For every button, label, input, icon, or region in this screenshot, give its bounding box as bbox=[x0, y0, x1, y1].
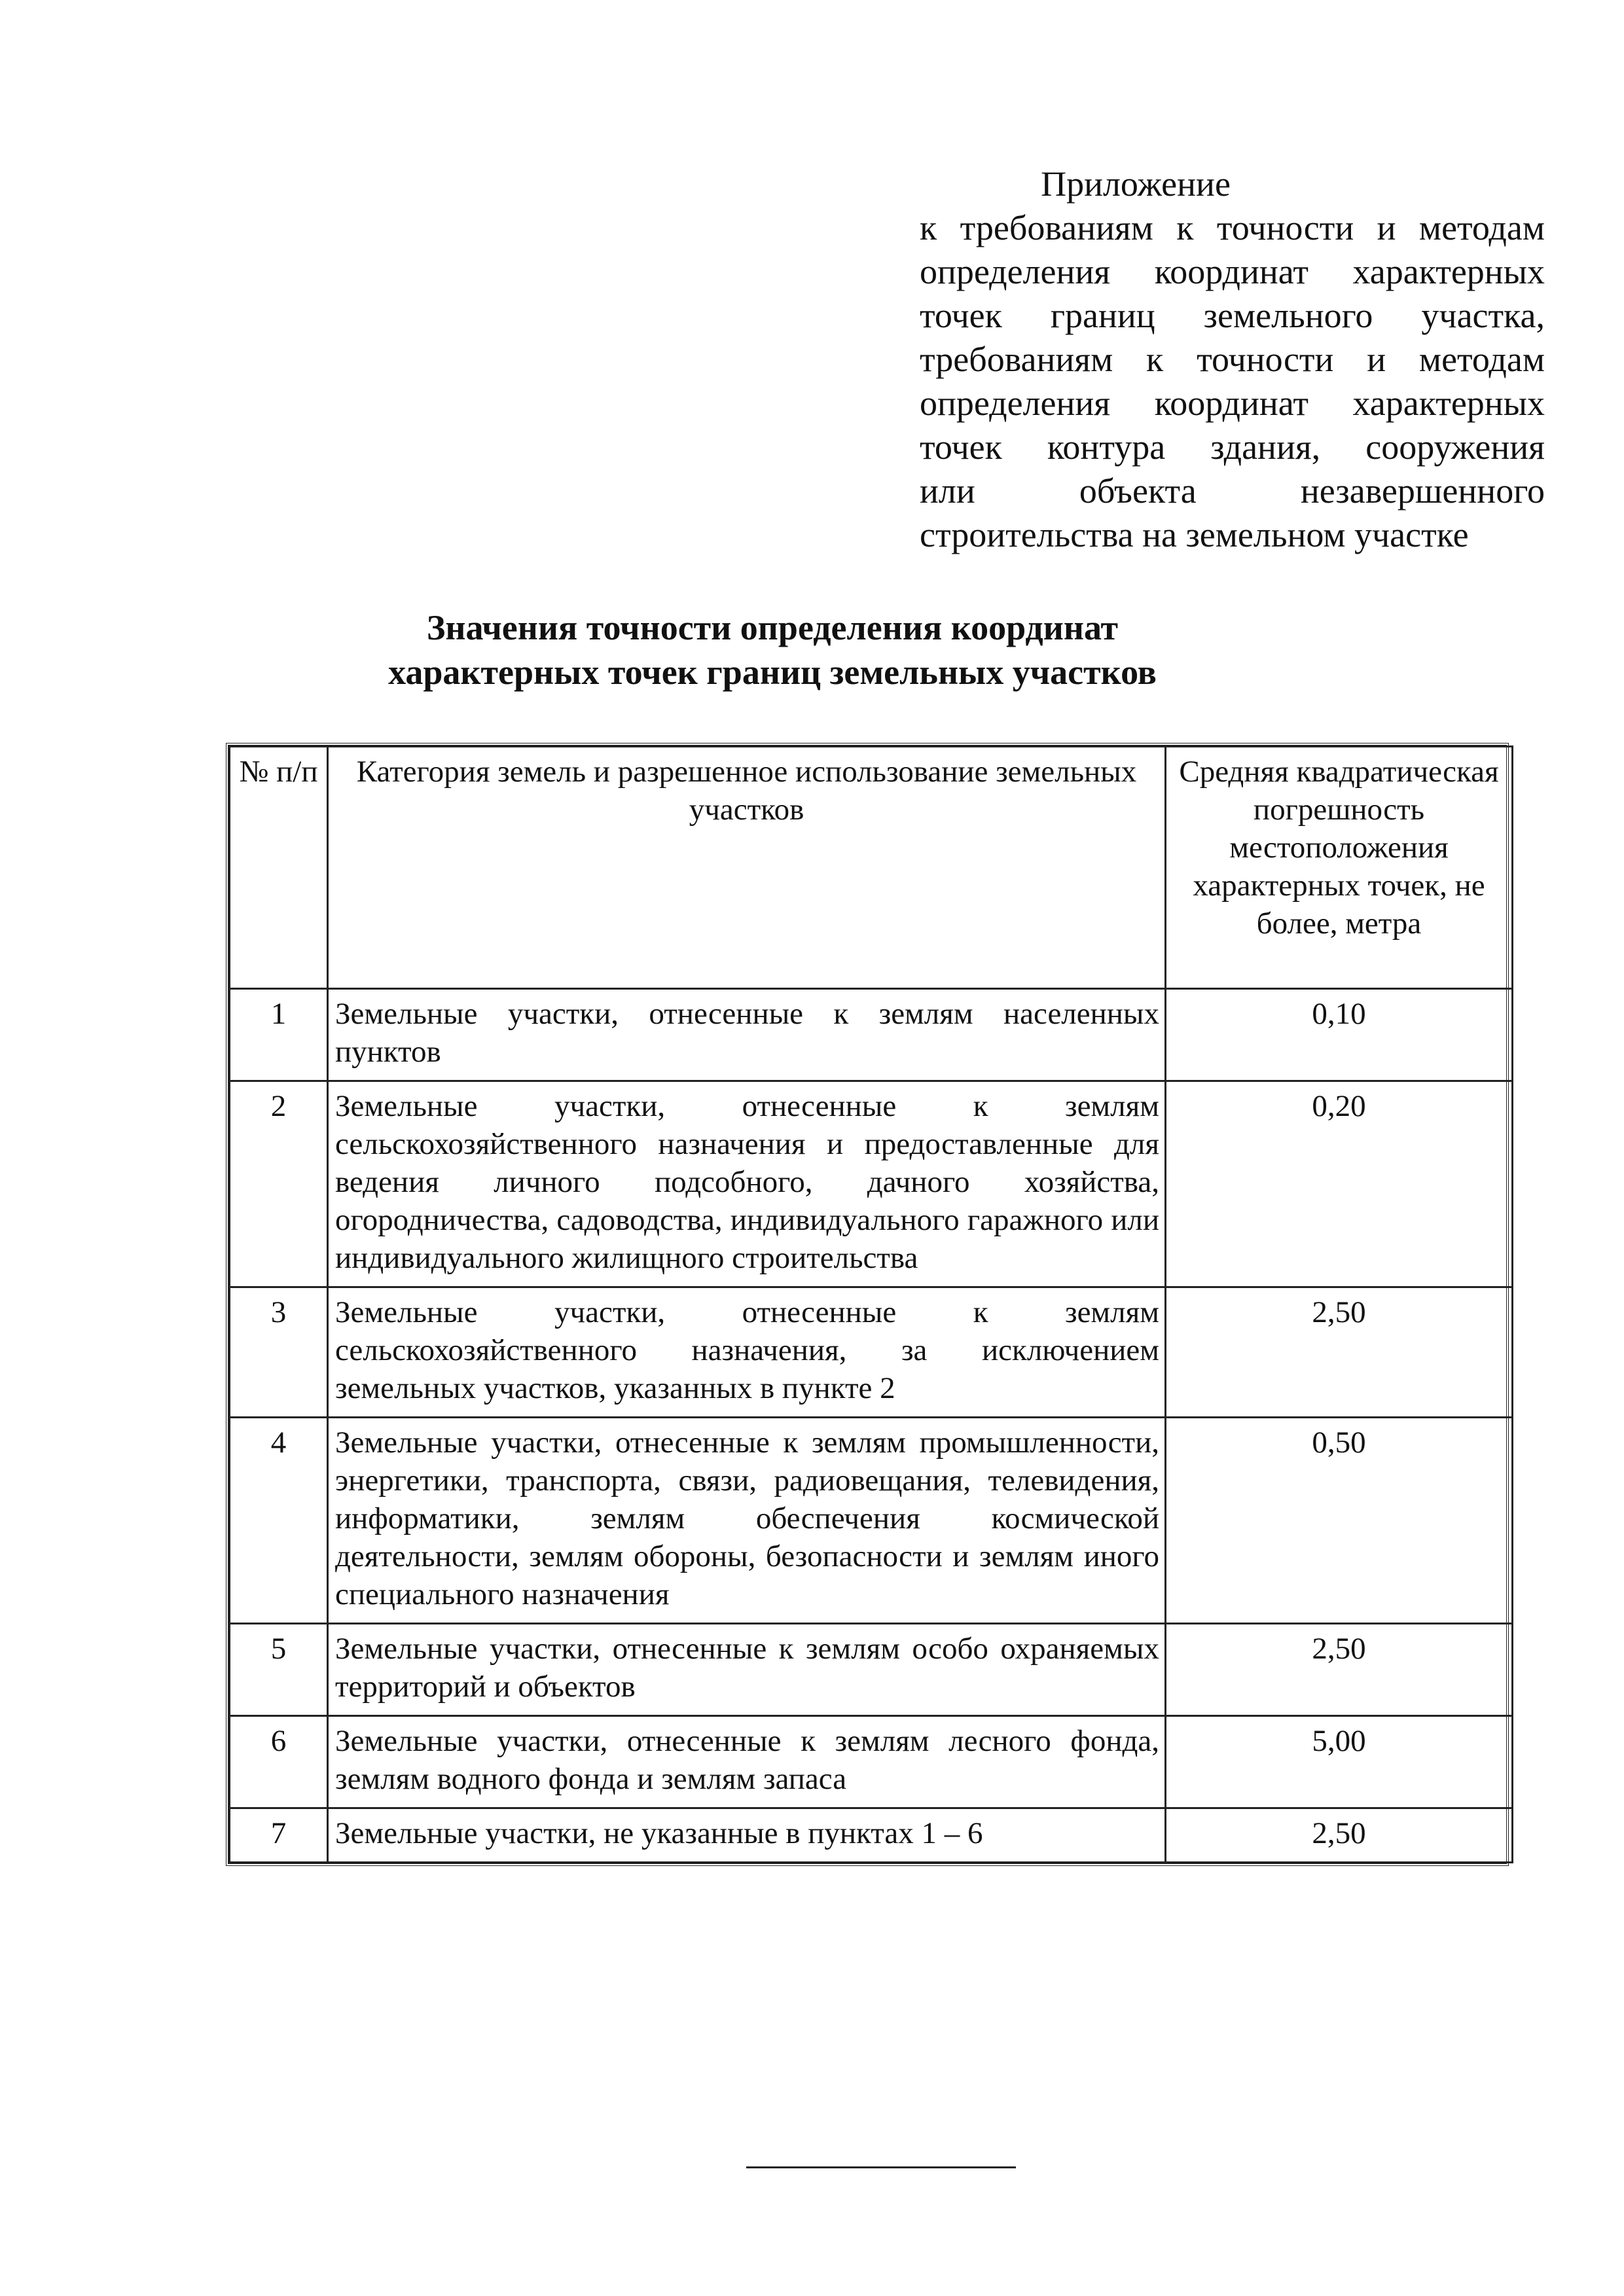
row-category: Земельные участки, отнесенные к землям населенных пунктов bbox=[328, 989, 1166, 1081]
appendix-title: Приложение bbox=[1041, 164, 1231, 204]
row-number: 2 bbox=[230, 1081, 328, 1287]
row-value: 2,50 bbox=[1166, 1624, 1513, 1716]
header-category: Категория земель и разрешенное использование земельных участков bbox=[328, 747, 1166, 989]
appendix-line: определения координат характерных bbox=[920, 384, 1545, 423]
row-category: Земельные участки, отнесенные к землям сельскохозяйственного назначения и предоставленные для ведения личного подсобного, дачного хозяйства, огородничества, садоводства, индивидуального гаражного или индивидуального жилищного строительства bbox=[328, 1081, 1166, 1287]
table-row bbox=[230, 1624, 1513, 1716]
row-category: Земельные участки, отнесенные к землям сельскохозяйственного назначения, за исключением земельных участков, указанных в пункте 2 bbox=[328, 1287, 1166, 1418]
table-row bbox=[230, 1287, 1513, 1418]
row-number: 5 bbox=[230, 1624, 328, 1716]
row-number: 7 bbox=[230, 1808, 328, 1863]
table-row bbox=[230, 1808, 1513, 1863]
header-number: № п/п bbox=[230, 747, 328, 989]
appendix-line: или объекта незавершенного bbox=[920, 471, 1545, 511]
row-value: 2,50 bbox=[1166, 1808, 1513, 1863]
table-row bbox=[230, 1716, 1513, 1808]
header-value: Средняя квадратическая погрешность местоположения характерных точек, не более, метра bbox=[1166, 747, 1513, 989]
row-number: 4 bbox=[230, 1418, 328, 1624]
row-value: 2,50 bbox=[1166, 1287, 1513, 1418]
heading-line-1: Значения точности определения координат bbox=[426, 608, 1119, 647]
row-category: Земельные участки, отнесенные к землям промышленности, энергетики, транспорта, связи, радиовещания, телевидения, информатики, землям обеспечения космической деятельности, землям обороны, безопасности и землям иного специального назначения bbox=[328, 1418, 1166, 1624]
document-heading bbox=[262, 605, 1283, 694]
appendix-line: определения координат характерных bbox=[920, 252, 1545, 291]
appendix-block bbox=[920, 162, 1545, 557]
heading-line-2: характерных точек границ земельных участков bbox=[388, 653, 1157, 692]
table-row bbox=[230, 989, 1513, 1081]
appendix-line: точек контура здания, сооружения bbox=[920, 427, 1545, 467]
table-header-row bbox=[230, 747, 1513, 989]
row-value: 0,50 bbox=[1166, 1418, 1513, 1624]
row-value: 0,20 bbox=[1166, 1081, 1513, 1287]
appendix-text bbox=[920, 206, 1545, 557]
accuracy-table-frame bbox=[226, 743, 1509, 1866]
appendix-line: точек границ земельного участка, bbox=[920, 296, 1545, 335]
table-row bbox=[230, 1418, 1513, 1624]
row-value: 5,00 bbox=[1166, 1716, 1513, 1808]
row-category: Земельные участки, отнесенные к землям особо охраняемых территорий и объектов bbox=[328, 1624, 1166, 1716]
table-row bbox=[230, 1081, 1513, 1287]
footer-divider bbox=[746, 2166, 1016, 2168]
row-category: Земельные участки, отнесенные к землям лесного фонда, землям водного фонда и землям запаса bbox=[328, 1716, 1166, 1808]
row-number: 1 bbox=[230, 989, 328, 1081]
appendix-line: требованиям к точности и методам bbox=[920, 340, 1545, 379]
row-number: 6 bbox=[230, 1716, 328, 1808]
accuracy-table bbox=[228, 745, 1513, 1863]
appendix-line: к требованиям к точности и методам bbox=[920, 208, 1545, 247]
row-category: Земельные участки, не указанные в пунктах 1 – 6 bbox=[328, 1808, 1166, 1863]
appendix-line: строительства на земельном участке bbox=[920, 515, 1469, 554]
row-number: 3 bbox=[230, 1287, 328, 1418]
row-value: 0,10 bbox=[1166, 989, 1513, 1081]
